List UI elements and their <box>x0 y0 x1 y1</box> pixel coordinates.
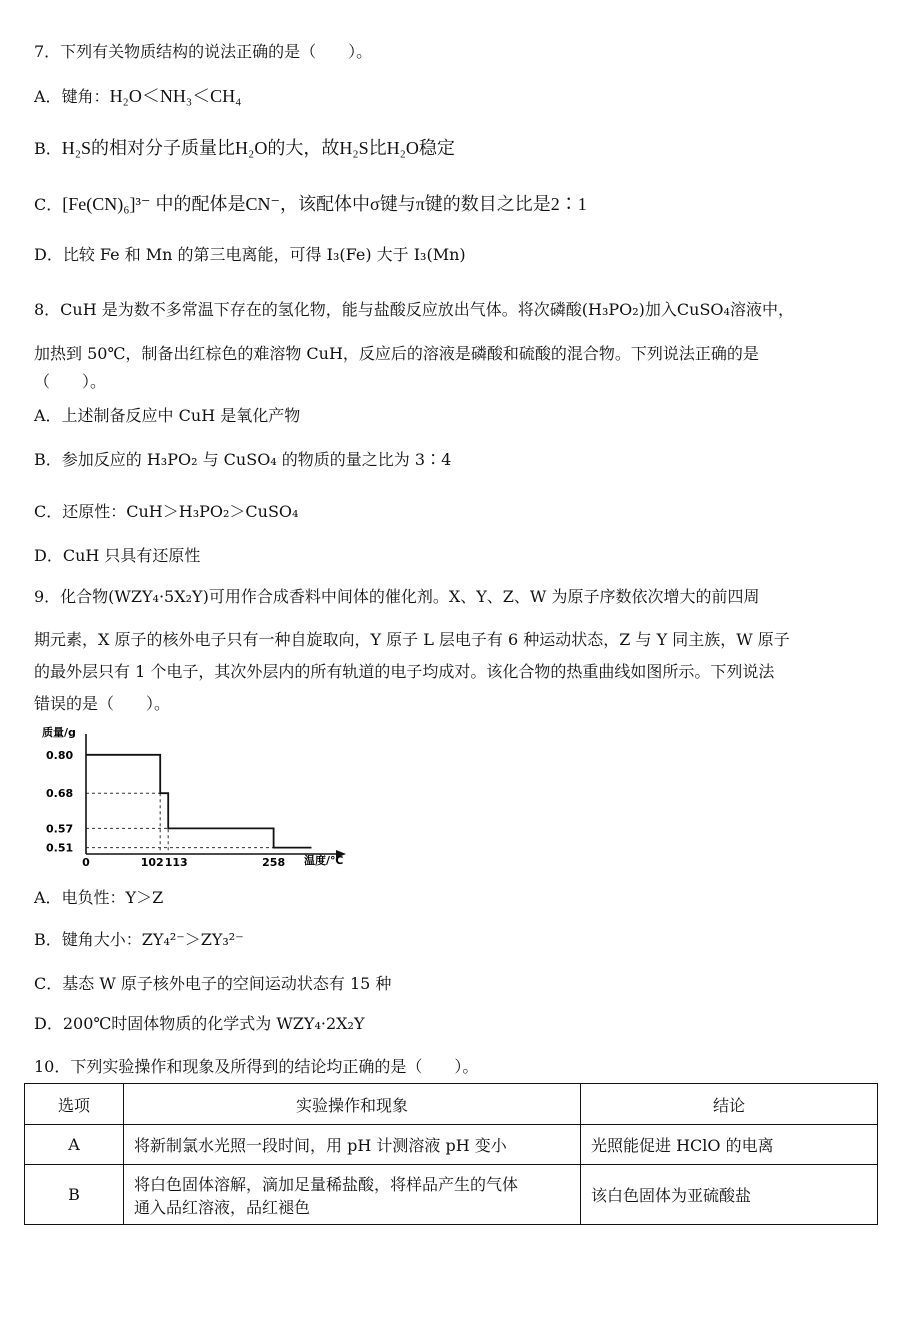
table-row <box>25 1125 878 1165</box>
q8-option-d: D．CuH 只具有还原性 <box>34 546 201 565</box>
chart-guides <box>86 755 311 854</box>
row-a-conclusion: 光照能促进 HClO 的电离 <box>581 1125 878 1165</box>
q8-option-c: C．还原性：CuH＞H₃PO₂＞CuSO₄ <box>34 502 299 521</box>
row-b-operation-line2: 通入品红溶液，品红褪色 <box>134 1197 311 1217</box>
q7-stem: 7．下列有关物质结构的说法正确的是（ ）。 <box>34 42 373 61</box>
y-tick-label: 0.80 <box>46 748 74 762</box>
q8-stem-line3: （ ）。 <box>34 372 107 391</box>
row-b-conclusion: 该白色固体为亚硫酸盐 <box>581 1165 878 1225</box>
q9-option-a: A．电负性：Y＞Z <box>34 888 164 907</box>
header-operation: 实验操作和现象 <box>124 1084 581 1125</box>
row-a-option: A <box>25 1125 124 1165</box>
row-a-operation-line1: 将新制氯水光照一段时间，用 pH 计测溶液 pH 变小 <box>134 1136 507 1155</box>
row-b-option: B <box>25 1165 124 1225</box>
q8-stem-line2: 加热到 50℃，制备出红棕色的难溶物 CuH，反应后的溶液是磷酸和硫酸的混合物。下列说法正确的是 <box>34 344 759 363</box>
x-tick-label: 258 <box>262 856 286 869</box>
q8-option-b: B．参加反应的 H₃PO₂ 与 CuSO₄ 的物质的量之比为 3∶4 <box>34 450 452 469</box>
y-axis-label: 质量/g <box>42 726 76 739</box>
q7-option-b <box>34 136 876 161</box>
y-tick-label: 0.57 <box>46 822 74 836</box>
q7-option-c <box>34 192 876 217</box>
q9-option-c: C．基态 W 原子核外电子的空间运动状态有 15 种 <box>34 974 392 993</box>
q7-option-b-prefix: B． <box>34 139 62 158</box>
x-tick-label: 102 <box>140 856 164 869</box>
q7-option-b-text: H₂S的相对分子质量比H₂O的大，故H₂S比H₂O稳定 <box>61 138 455 158</box>
chart-ticks <box>46 749 285 869</box>
q7-option-c-text: 中的配体是CN⁻，该配体中σ键与π键的数目之比是2∶1 <box>155 194 587 214</box>
q9-option-b: B．键角大小：ZY₄²⁻＞ZY₃²⁻ <box>34 930 244 949</box>
q8-option-a: A．上述制备反应中 CuH 是氧化产物 <box>34 406 301 425</box>
q10-stem: 10．下列实验操作和现象及所得到的结论均正确的是（ ）。 <box>34 1057 479 1076</box>
q8-stem-line1: 8．CuH 是为数不多常温下存在的氢化物，能与盐酸反应放出气体。将次磷酸(H₃PO₂)加入CuSO₄溶液中， <box>34 300 794 319</box>
table-header-row <box>25 1084 878 1125</box>
x-tick-label: 113 <box>164 856 188 869</box>
x-tick-label: 0 <box>82 856 90 869</box>
table-row <box>25 1165 878 1225</box>
header-conclusion: 结论 <box>581 1084 878 1125</box>
q9-stem-line2: 期元素，X 原子的核外电子只有一种自旋取向，Y 原子 L 层电子有 6 种运动状态，Z 与 Y 同主族，W 原子 <box>34 630 790 649</box>
q7-option-c-prefix: C． <box>34 195 63 214</box>
q9-stem-line3: 的最外层只有 1 个电子，其次外层内的所有轨道的电子均成对。该化合物的热重曲线如图所示。下列说法 <box>34 662 775 681</box>
q7-option-c-complex: [Fe(CN)₆]³⁻ <box>62 194 151 214</box>
y-tick-label: 0.68 <box>46 787 74 801</box>
q7-option-a-formula: H₂O＜NH₃＜CH₄ <box>109 86 242 106</box>
row-b-operation-line1: 将白色固体溶解，滴加足量稀盐酸，将样品产生的气体 <box>134 1174 519 1194</box>
thermogravimetric-chart <box>36 722 356 872</box>
header-option: 选项 <box>25 1084 124 1125</box>
q9-stem-line4: 错误的是（ ）。 <box>34 694 171 713</box>
q9-option-d: D．200℃时固体物质的化学式为 WZY₄·2X₂Y <box>34 1014 365 1033</box>
q7-option-d: D．比较 Fe 和 Mn 的第三电离能，可得 I₃(Fe) 大于 I₃(Mn) <box>34 245 466 264</box>
q9-stem-line1: 9．化合物(WZY₄·5X₂Y)可用作合成香料中间体的催化剂。X、Y、Z、W 为原子序数依次增大的前四周 <box>34 587 760 606</box>
x-axis-label: 温度/℃ <box>304 854 344 867</box>
mass-curve <box>86 755 312 848</box>
q7-option-a-prefix: A．键角： <box>34 87 110 106</box>
q7-option-a <box>34 84 876 109</box>
experiment-table <box>24 1083 878 1225</box>
row-a-operation <box>124 1125 581 1165</box>
y-tick-label: 0.51 <box>46 841 74 855</box>
row-b-operation <box>124 1165 581 1225</box>
